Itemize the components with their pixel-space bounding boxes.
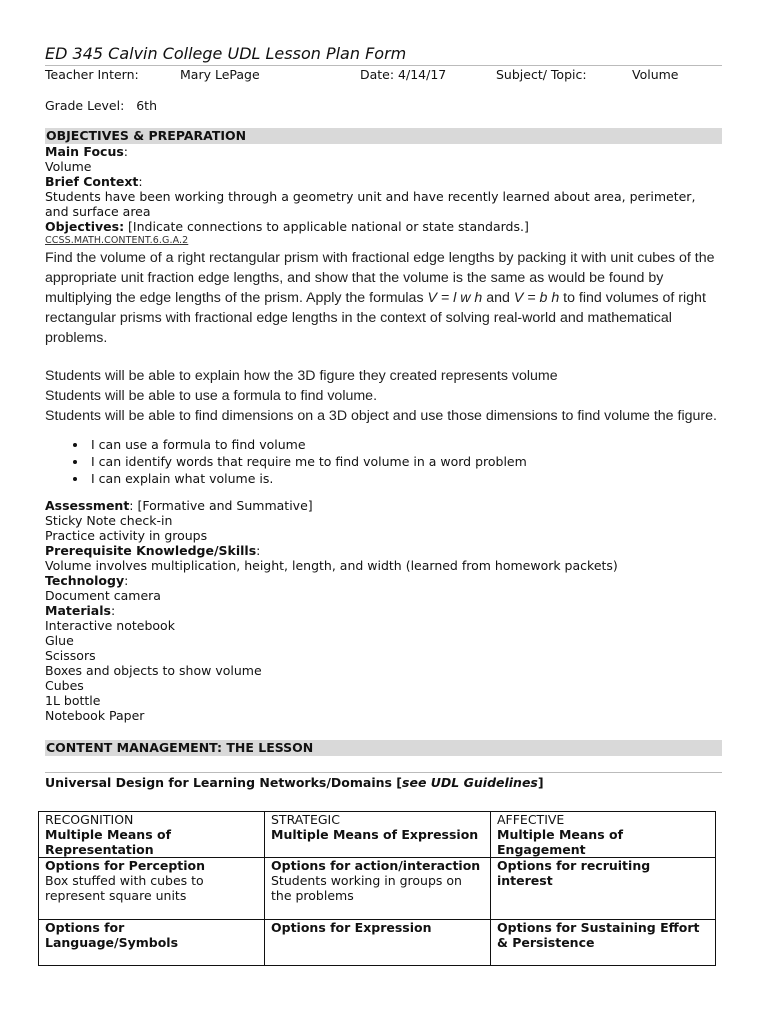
swbat-item: Students will be able to find dimensions on a 3D object and use those dimensions to find volume the figure. xyxy=(45,408,717,424)
prereq-label: Prerequisite Knowledge/Skills xyxy=(45,543,257,558)
assessment-item: Practice activity in groups xyxy=(45,528,208,543)
objectives-section-heading: OBJECTIVES & PREPARATION xyxy=(45,128,722,144)
main-focus-label: Main Focus xyxy=(45,144,124,159)
cell-recruiting-interest xyxy=(491,858,716,920)
technology-value: Document camera xyxy=(45,588,161,603)
assessment-item: Sticky Note check-in xyxy=(45,513,173,528)
technology-heading xyxy=(45,573,722,588)
header-sub: Multiple Means of Representation xyxy=(45,827,172,857)
swbat-item: Students will be able to use a formula to find volume. xyxy=(45,388,378,404)
and-word: and xyxy=(482,290,514,306)
swbat-list xyxy=(45,366,722,426)
header-sub: Multiple Means of Engagement xyxy=(497,827,624,857)
assessment-heading xyxy=(45,498,722,513)
standard-text xyxy=(45,248,722,348)
colon: : xyxy=(110,603,116,618)
udl-guidelines-link[interactable]: see UDL Guidelines xyxy=(402,775,538,790)
cell-heading: Options for recruiting interest xyxy=(497,858,651,888)
udl-heading-part2: ] xyxy=(537,775,544,790)
grade-level xyxy=(45,98,722,114)
header-top: STRATEGIC xyxy=(271,812,340,827)
materials-list xyxy=(45,618,722,723)
cell-perception xyxy=(39,858,265,920)
udl-heading xyxy=(45,772,722,790)
main-focus-value: Volume xyxy=(45,159,92,174)
colon: : xyxy=(123,144,128,159)
standard-text-part1: Find the volume of a right rectangular prism with fractional edge lengths by packing it with unit cubes of the appropriate unit fraction edge lengths, and show that the volume is the same as would be found by multiplying the edge lengths of the prism. Apply the formulas xyxy=(45,250,715,306)
material-item: Notebook Paper xyxy=(45,708,145,723)
objectives-note: [Indicate connections to applicable national or state standards.] xyxy=(124,219,529,234)
header-strategic xyxy=(265,812,491,858)
header-recognition xyxy=(39,812,265,858)
udl-table xyxy=(38,811,716,966)
formula-volume-bh: V = b h xyxy=(513,290,560,306)
material-item: Glue xyxy=(45,633,74,648)
cell-language-symbols xyxy=(39,920,265,966)
lesson-plan-page xyxy=(45,44,722,790)
i-can-item: • I can use a formula to find volume xyxy=(88,436,722,453)
cell-heading: Options for Sustaining Effort & Persistence xyxy=(497,920,700,950)
content-section-heading: CONTENT MANAGEMENT: THE LESSON xyxy=(45,740,722,756)
material-item: Scissors xyxy=(45,648,96,663)
cell-heading: Options for Language/Symbols xyxy=(45,920,179,950)
brief-context-value: Students have been working through a geometry unit and have recently learned about area, perimeter, and surface area xyxy=(45,189,696,219)
objectives-label: Objectives: xyxy=(45,219,125,234)
colon: : xyxy=(256,543,261,558)
brief-context-heading xyxy=(45,174,722,189)
udl-heading-part1: Universal Design for Learning Networks/Domains [ xyxy=(45,775,403,790)
swbat-item: Students will be able to explain how the 3D figure they created represents volume xyxy=(45,368,558,384)
udl-row-2 xyxy=(39,920,716,966)
materials-heading xyxy=(45,603,722,618)
cell-expression xyxy=(265,920,491,966)
cell-sustaining-effort xyxy=(491,920,716,966)
material-item: 1L bottle xyxy=(45,693,101,708)
material-item: Cubes xyxy=(45,678,84,693)
formula-volume-lwh: V = l w h xyxy=(427,290,483,306)
i-can-item: • I can identify words that require me to find volume in a word problem xyxy=(88,453,722,470)
udl-row-1 xyxy=(39,858,716,920)
teacher-intern-name: Mary LePage xyxy=(180,67,260,82)
form-title: ED 345 Calvin College UDL Lesson Plan Form xyxy=(45,44,722,66)
cell-heading: Options for Expression xyxy=(271,920,432,935)
assessment-label: Assessment xyxy=(45,498,130,513)
colon: : xyxy=(138,174,143,189)
objectives-heading xyxy=(45,219,722,234)
materials-label: Materials xyxy=(45,603,111,618)
technology-label: Technology xyxy=(45,573,125,588)
header-top: AFFECTIVE xyxy=(497,812,565,827)
cell-action-interaction xyxy=(265,858,491,920)
header-top: RECOGNITION xyxy=(45,812,134,827)
udl-header-row xyxy=(39,812,716,858)
standard-code-link[interactable]: CCSS.MATH.CONTENT.6.G.A.2 xyxy=(45,235,189,246)
grade-label: Grade Level: xyxy=(45,98,125,113)
cell-heading: Options for Perception xyxy=(45,858,206,873)
header-sub: Multiple Means of Expression xyxy=(271,827,479,842)
prereq-heading xyxy=(45,543,722,558)
grade-value: 6th xyxy=(136,98,157,113)
material-item: Interactive notebook xyxy=(45,618,175,633)
material-item: Boxes and objects to show volume xyxy=(45,663,262,678)
main-focus-heading xyxy=(45,144,722,159)
i-can-item: • I can explain what volume is. xyxy=(88,470,722,487)
subject-label: Subject/ Topic: xyxy=(496,67,587,82)
cell-body: Box stuffed with cubes to represent square units xyxy=(45,873,204,903)
meta-row xyxy=(45,66,722,84)
standard-text-part2: to find volumes of right rectangular prisms with fractional edge lengths in the context of solving real-world and mathematical problems. xyxy=(45,290,706,346)
colon: : xyxy=(124,573,129,588)
cell-body: Students working in groups on the problems xyxy=(271,873,462,903)
prereq-value: Volume involves multiplication, height, length, and width (learned from homework packets) xyxy=(45,558,618,573)
subject-value: Volume xyxy=(632,67,679,82)
assessment-note: : [Formative and Summative] xyxy=(129,498,313,513)
lesson-date: Date: 4/14/17 xyxy=(360,67,447,82)
header-affective xyxy=(491,812,716,858)
cell-heading: Options for action/interaction xyxy=(271,858,481,873)
teacher-intern-label: Teacher Intern: xyxy=(45,67,139,82)
i-can-list xyxy=(45,436,722,487)
brief-context-label: Brief Context xyxy=(45,174,139,189)
